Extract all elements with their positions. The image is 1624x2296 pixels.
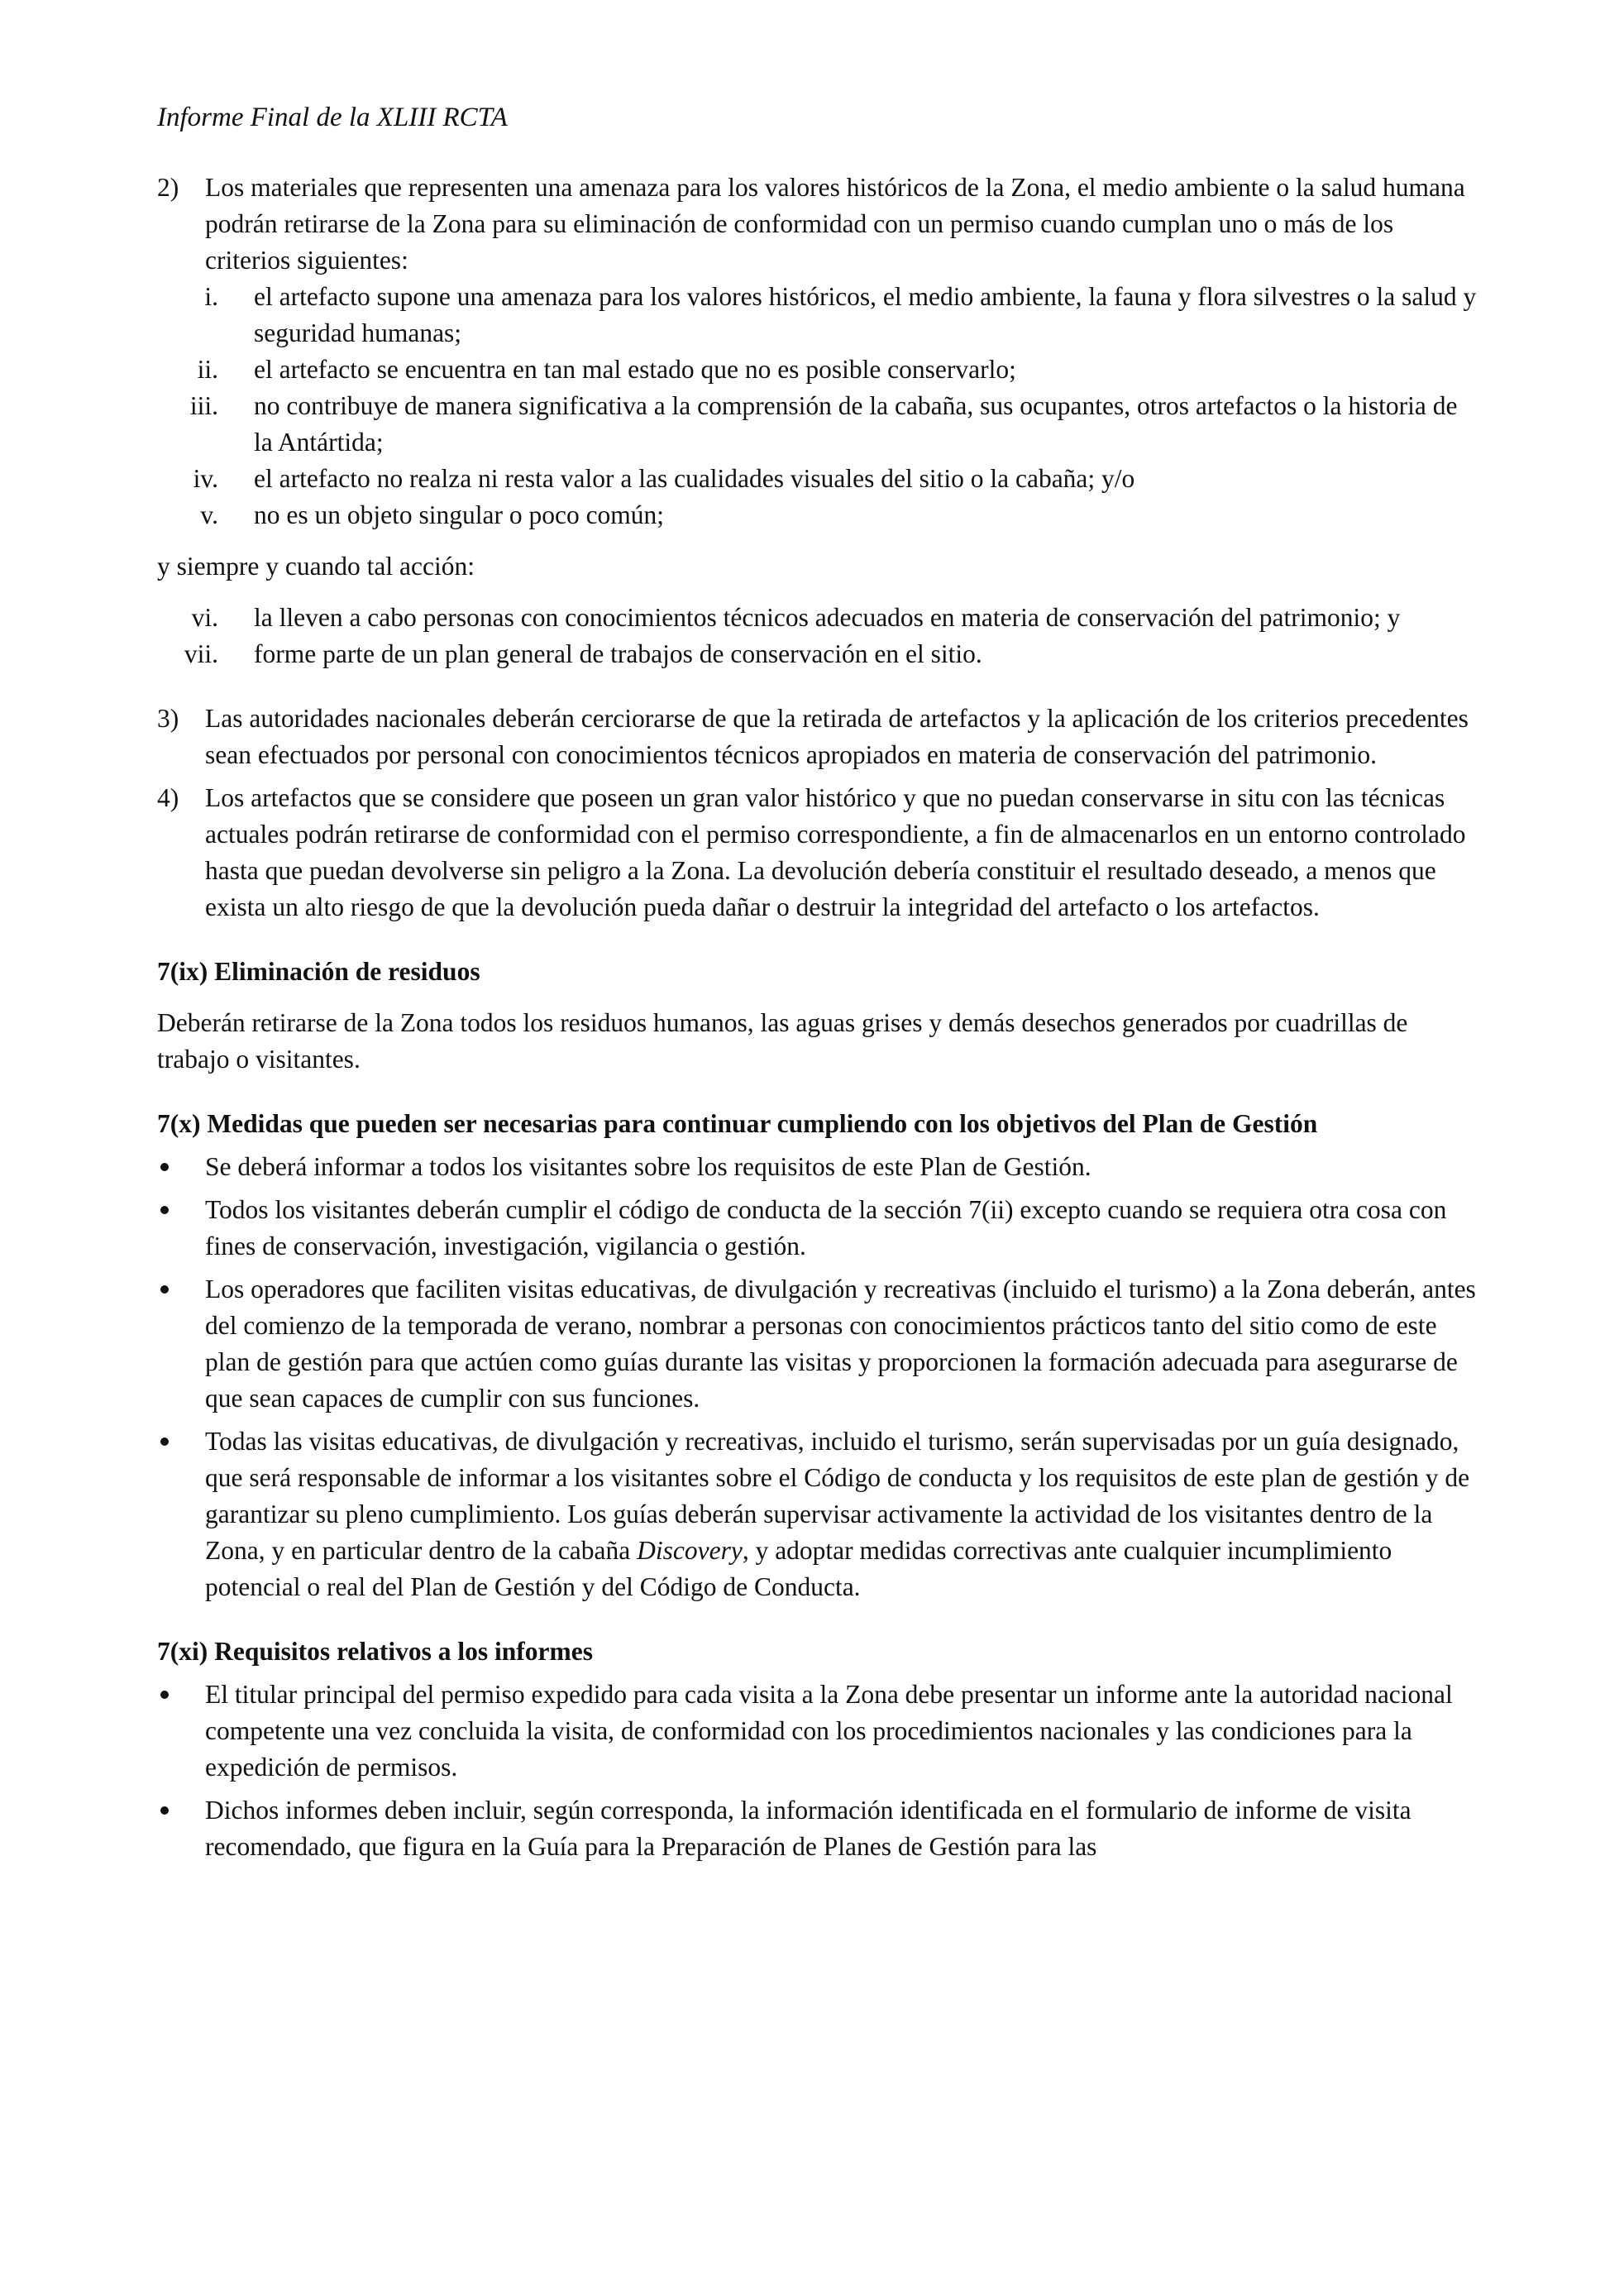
item-number: 4) [157, 783, 179, 812]
bullet-item [157, 1192, 1480, 1265]
bullet-text: Se deberá informar a todos los visitantes sobre los requisitos de este Plan de Gestión. [205, 1152, 1091, 1181]
item-text: Las autoridades nacionales deberán cerciorarse de que la retirada de artefactos y la aplicación de los criterios precedentes sean efectuados por personal con conocimientos técnicos apropiados en materia de conservación del patrimonio. [205, 704, 1469, 769]
bullet-icon [157, 1792, 205, 1865]
bullet-icon [157, 1423, 205, 1605]
condition-item [157, 600, 1480, 636]
criteria-item [157, 497, 1480, 533]
item-number: 2) [157, 173, 179, 202]
numbered-item-4 [157, 780, 1480, 926]
bullet-text-part: , y adoptar medidas correctivas ante cualquier incumplimiento potencial o real del Plan de Gestión y del Código de Conducta. [205, 1536, 1392, 1601]
bullet-text-part: Todas las visitas educativas, de divulgación y recreativas, incluido el turismo, serán supervisadas por un guía designado, que será responsable de informar a los visitantes sobre el Código de conducta y los requisitos de este plan de gestión y de garantizar su pleno cumplimiento. Los guías deberán supervisar activamente la actividad de los visitantes dentro de la Zona, y en particular dentro de la cabaña [205, 1427, 1470, 1565]
criteria-text: no es un objeto singular o poco común; [254, 500, 665, 529]
bullet-text: Todos los visitantes deberán cumplir el código de conducta de la sección 7(ii) excepto cuando se requiera otra cosa con fines de conservación, investigación, vigilancia o gestión. [205, 1195, 1447, 1260]
item-number: 3) [157, 704, 179, 733]
roman-numeral: v. [200, 500, 218, 529]
criteria-item [157, 279, 1480, 352]
bullet-icon [157, 1149, 205, 1185]
item-text: Los artefactos que se considere que poseen un gran valor histórico y que no puedan conservarse in situ con las técnicas actuales podrán retirarse de conformidad con el permiso correspondiente, a fin de almacenarlos en un entorno controlado hasta que puedan devolverse sin peligro a la Zona. La devolución debería constituir el resultado deseado, a menos que exista un alto riesgo de que la devolución pueda dañar o destruir la integridad del artefacto o los artefactos. [205, 783, 1466, 921]
bullet-item [157, 1677, 1480, 1786]
bullet-text: El titular principal del permiso expedido para cada visita a la Zona debe presentar un informe ante la autoridad nacional competente una vez concluida la visita, de conformidad con los procedimientos nacionales y las condiciones para la expedición de permisos. [205, 1680, 1453, 1782]
criteria-item [157, 461, 1480, 497]
numbered-item-2 [157, 170, 1480, 279]
section-ix-paragraph: Deberán retirarse de la Zona todos los residuos humanos, las aguas grises y demás desechos generados por cuadrillas de trabajo o visitantes. [157, 1008, 1408, 1074]
criteria-list [157, 279, 1480, 533]
criteria-item [157, 388, 1480, 461]
condition-text: la lleven a cabo personas con conocimientos técnicos adecuados en materia de conservación del patrimonio; y [254, 603, 1401, 632]
bullet-icon [157, 1192, 205, 1265]
numbered-item-3 [157, 701, 1480, 773]
condition-intro: y siempre y cuando tal acción: [157, 552, 475, 581]
criteria-text: el artefacto supone una amenaza para los valores históricos, el medio ambiente, la fauna y flora silvestres o la salud y seguridad humanas; [254, 282, 1477, 347]
roman-numeral: i. [204, 282, 218, 311]
roman-numeral: vi. [191, 603, 218, 632]
section-heading-ix: 7(ix) Eliminación de residuos [157, 957, 480, 986]
item-text: Los materiales que representen una amenaza para los valores históricos de la Zona, el medio ambiente o la salud humana podrán retirarse de la Zona para su eliminación de conformidad con un permiso cuando cumplan uno o más de los criterios siguientes: [205, 173, 1465, 275]
roman-numeral: iii. [189, 391, 218, 420]
criteria-text: el artefacto se encuentra en tan mal estado que no es posible conservarlo; [254, 355, 1016, 384]
bullet-icon [157, 1677, 205, 1786]
document-body [157, 170, 1480, 1865]
bullet-item [157, 1792, 1480, 1865]
bullet-text [205, 1423, 1480, 1605]
section-heading-x: 7(x) Medidas que pueden ser necesarias para continuar cumpliendo con los objetivos del Plan de Gestión [157, 1109, 1318, 1138]
condition-text: forme parte de un plan general de trabajos de conservación en el sitio. [254, 639, 982, 668]
criteria-text: no contribuye de manera significativa a la comprensión de la cabaña, sus ocupantes, otros artefactos o la historia de la Antártida; [254, 391, 1458, 457]
bullet-item [157, 1271, 1480, 1417]
bullet-icon [157, 1271, 205, 1417]
bullet-text-italic: Discovery [637, 1536, 743, 1565]
bullet-text: Dichos informes deben incluir, según corresponda, la información identificada en el formulario de informe de visita recomendado, que figura en la Guía para la Preparación de Planes de Gestión para las [205, 1796, 1411, 1861]
roman-numeral: iv. [193, 464, 218, 493]
bullet-item [157, 1149, 1480, 1185]
bullet-text: Los operadores que faciliten visitas educativas, de divulgación y recreativas (incluido el turismo) a la Zona deberán, antes del comienzo de la temporada de verano, nombrar a personas con conocimientos prácticos tanto del sitio como de este plan de gestión para que actúen como guías durante las visitas y proporcionen la formación adecuada para asegurarse de que sean capaces de cumplir con sus funciones. [205, 1275, 1476, 1413]
bullet-item [157, 1423, 1480, 1605]
roman-numeral: ii. [197, 355, 218, 384]
section-heading-xi: 7(xi) Requisitos relativos a los informes [157, 1637, 594, 1666]
roman-numeral: vii. [184, 639, 218, 668]
conditions-list [157, 600, 1480, 672]
criteria-text: el artefacto no realza ni resta valor a las cualidades visuales del sitio o la cabaña; y/o [254, 464, 1135, 493]
criteria-item [157, 352, 1480, 388]
condition-item [157, 636, 1480, 672]
running-header: Informe Final de la XLIII RCTA [157, 103, 508, 132]
